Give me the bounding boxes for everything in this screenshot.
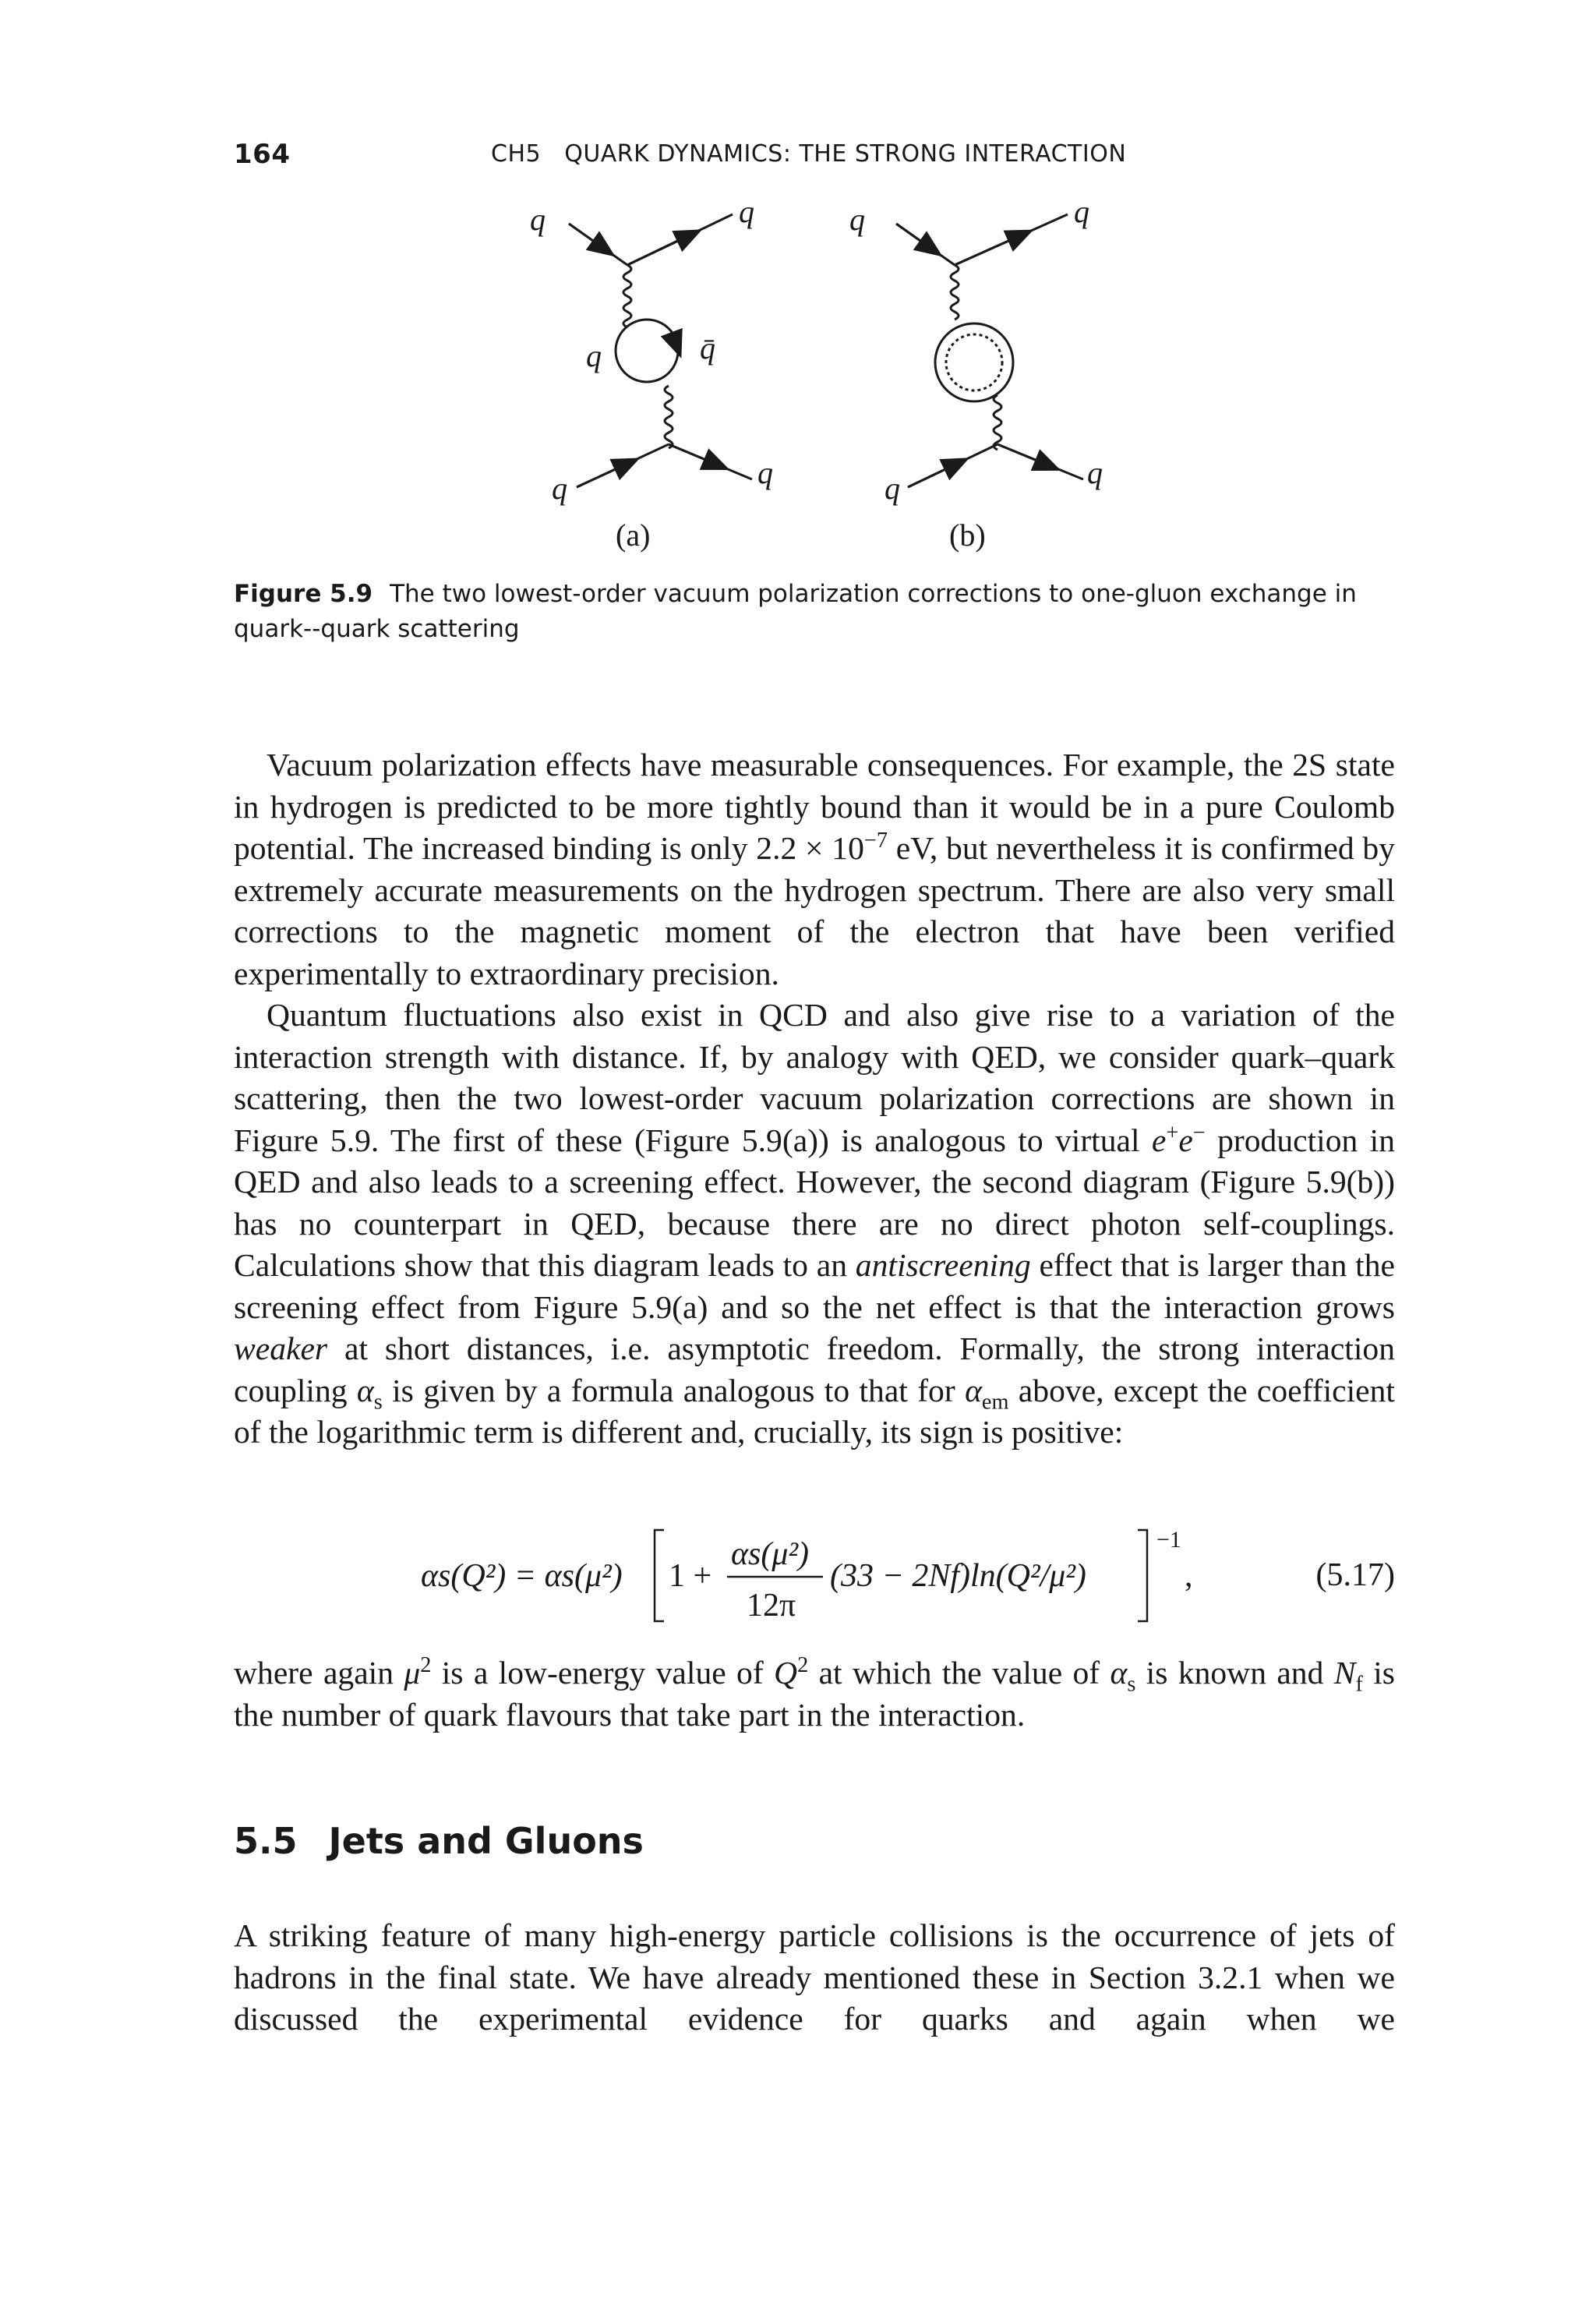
p3-mu: μ <box>404 1655 421 1691</box>
eq-right-bracket <box>1138 1530 1147 1621</box>
eq-one-plus: 1 + <box>669 1558 712 1594</box>
section-heading <box>234 1820 1395 1862</box>
eq-denominator: 12π <box>747 1588 796 1624</box>
label-q-b3: q <box>885 471 900 506</box>
p3-N: N <box>1333 1655 1356 1691</box>
label-q-b2: q <box>1074 194 1089 229</box>
p3-Q-sq: 2 <box>797 1653 809 1678</box>
p2-text-d: at short distances, i.e. asymptotic freedom. Formally, the strong interaction coupling <box>234 1330 1395 1408</box>
p2-text-f: above, except the coefficient of the logarithmic term is different and, crucially, its sign is positive: <box>234 1372 1395 1450</box>
equation-5-17 <box>234 1524 1395 1625</box>
gluon-loop-inner <box>946 334 1002 390</box>
p2-weaker: weaker <box>234 1330 328 1366</box>
p2-text-b: production in QED and also leads to a screening effect. However, the second diagram (Figure 5.9(b)) has no counterpart in QED, because there are no direct photon self-couplings. Calculations show that this diagram leads to an <box>234 1122 1395 1283</box>
post-equation-text <box>234 1652 1395 1736</box>
label-q-a4: q <box>757 455 773 490</box>
sublabel-b: (b) <box>949 518 986 553</box>
gluon-b-top <box>951 265 959 320</box>
eq-tail: (33 − 2Nf)ln(Q²/μ²) <box>830 1558 1086 1594</box>
p1-text-a: Vacuum polarization effects have measurable consequences. For example, the 2S state in hydrogen is predicted to be more tightly bound than it would be in a pure Coulomb potential. The increased binding is only 2.2 × 10 <box>234 747 1395 866</box>
label-q-a3: q <box>552 471 567 506</box>
sublabel-a: (a) <box>616 518 651 553</box>
gluon-b-bottom <box>994 395 1001 450</box>
p3-text-d: is known and <box>1135 1655 1334 1691</box>
p3-text-b: is a low-energy value of <box>431 1655 775 1691</box>
eq-lhs: αs(Q²) = αs(μ²) <box>421 1558 623 1594</box>
p2-text-e: is given by a formula analogous to that for <box>382 1372 966 1408</box>
p3-alpha: α <box>1110 1655 1128 1691</box>
label-q-a1: q <box>530 202 546 237</box>
section-number: 5.5 <box>234 1820 298 1862</box>
p3-N-sub: f <box>1355 1672 1363 1697</box>
label-q-b4: q <box>1087 455 1103 490</box>
eq-numerator: αs(μ²) <box>731 1536 810 1572</box>
label-q-b1: q <box>849 202 865 237</box>
gluon-a-top <box>623 265 631 327</box>
p2-e-plus: e <box>1151 1122 1167 1158</box>
alpha-symbol: α <box>356 1372 374 1408</box>
label-q-a2: q <box>739 194 754 229</box>
paragraph-1 <box>234 744 1395 995</box>
p3-text-c: at which the value of <box>808 1655 1110 1691</box>
p3-Q: Q <box>774 1655 798 1691</box>
chapter-title: CH5 QUARK DYNAMICS: THE STRONG INTERACTION <box>491 140 1127 168</box>
eq-comma: , <box>1185 1558 1193 1594</box>
p3-text-e: is the number of quark flavours that take part in the interaction. <box>234 1655 1395 1733</box>
eq-left-bracket <box>655 1530 664 1621</box>
quark-loop <box>616 320 678 382</box>
caption-label: Figure 5.9 <box>234 580 373 608</box>
p1-text-b: eV, but nevertheless it is confirmed by extremely accurate measurements on the hydrogen spectrum. There are also very small corrections to the magnetic moment of the electron that have been verified experimentally to extraordinary precision. <box>234 830 1395 991</box>
running-head <box>234 139 1395 173</box>
figure-5-9 <box>468 191 1200 565</box>
figure-caption <box>234 577 1395 647</box>
p3-text-a: where again <box>234 1655 404 1691</box>
p2-e-minus: e <box>1178 1122 1193 1158</box>
label-qbar-loop: q̄ <box>700 330 715 366</box>
gluon-a-bottom <box>665 386 673 448</box>
alpha-sub-em: em <box>981 1389 1009 1414</box>
paragraph-4: A striking feature of many high-energy particle collisions is the occurrence of jets of hadrons in the final state. We have already mentioned these in Section 3.2.1 when we discussed the experimental evidence for quarks and again when we <box>234 1917 1395 2037</box>
caption-text: The two lowest-order vacuum polarization corrections to one-gluon exchange in quark--quark scattering <box>234 580 1357 643</box>
equation-body <box>421 1524 1200 1625</box>
p2-text-c: effect that is larger than the screening effect from Figure 5.9(a) and so the net effect is that the interaction grows <box>234 1247 1396 1325</box>
p1-exponent: −7 <box>863 829 888 853</box>
paragraph-2 <box>234 995 1395 1454</box>
p2-minus: − <box>1192 1120 1206 1145</box>
eq-exponent: −1 <box>1156 1527 1181 1553</box>
alpha-symbol-em: α <box>965 1372 982 1408</box>
diagram-b <box>896 214 1083 487</box>
p2-antiscreening: antiscreening <box>855 1247 1031 1283</box>
p3-alpha-sub: s <box>1127 1672 1136 1697</box>
p2-plus: + <box>1166 1120 1179 1145</box>
body-text <box>234 744 1395 1454</box>
paragraph-3 <box>234 1652 1395 1736</box>
label-q-loop: q <box>586 338 602 373</box>
equation-number: (5.17) <box>1315 1557 1395 1593</box>
feynman-diagrams <box>468 191 1200 565</box>
alpha-sub-s: s <box>373 1389 383 1414</box>
section-title: Jets and Gluons <box>328 1820 644 1862</box>
p3-mu-sq: 2 <box>420 1653 432 1678</box>
section-text <box>234 1915 1395 2041</box>
p2-text-a: Quantum fluctuations also exist in QCD and also give rise to a variation of the interaction strength with distance. If, by analogy with QED, we consider quark–quark scattering, then the two lowest-order vacuum polarization corrections are shown in Figure 5.9. The first of these (Figure 5.9(a)) is analogous to virtual <box>234 997 1395 1158</box>
page-number: 164 <box>234 139 291 170</box>
